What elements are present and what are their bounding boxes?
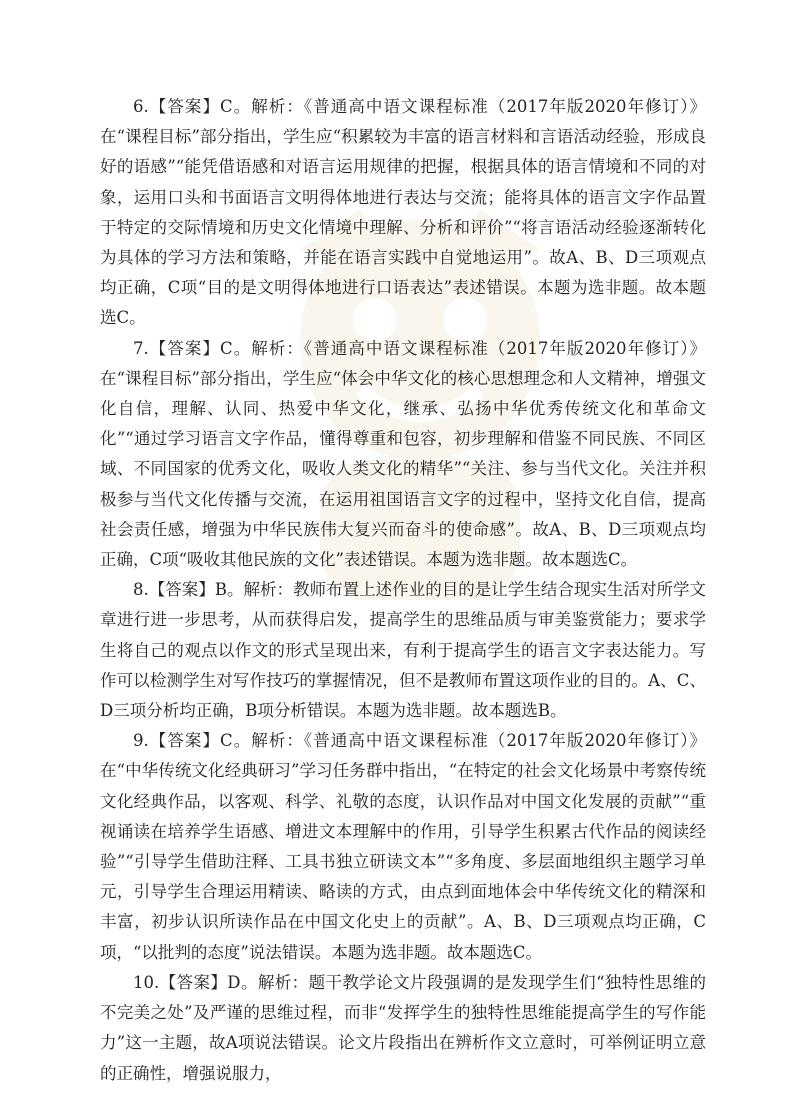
question-number: 7. — [133, 338, 149, 358]
analysis-text: 解析：《普通高中语文课程标准（2017年版2020年修订）》在“课程目标”部分指出，学生应“体会中华文化的核心思想理念和人文精神，增强文化自信，理解、认同、热爱中华文化，继承、弘扬中华优秀传统文化和革命文化”“通过学习语言文字作品，懂得尊重和包容，初步理解和借鉴不同民族、不同区域、不同国家的优秀文化，吸收人类文化的精华”“关注、参与当代文化。关注并积极参与当代文化传播与交流，在运用祖国语言文字的过程中，坚持文化自信，提高社会责任感，增强为中华民族伟大复兴而奋斗的使命感”。故A、B、D三项观点均正确，C项“吸收其他民族的文化”表述错误。本题为选非题。故本题选C。 — [100, 338, 707, 570]
answer-analysis-content — [100, 92, 706, 1089]
answer-paragraph-6 — [100, 92, 706, 334]
analysis-text: 解析：《普通高中语文课程标准（2017年版2020年修订）》在“中华传统文化经典研习”学习任务群中指出，“在特定的社会文化场景中考察传统文化经典作品，以客观、科学、礼敬的态度，认识作品对中国文化发展的贡献”“重视诵读在培养学生语感、增进文本理解中的作用，引导学生积累古代作品的阅读经验”“引导学生借助注释、工具书独立研读文本”“多角度、多层面地组织主题学习单元，引导学生合理运用精读、略读的方式，由点到面地体会中华传统文化的精深和丰富，初步认识所读作品在中国文化史上的贡献”。A、B、D三项观点均正确，C项，“以批判的态度”说法错误。本题为选非题。故本题选C。 — [100, 731, 707, 962]
answer-paragraph-10 — [100, 968, 706, 1089]
answer-label: 【答案】C。 — [148, 97, 252, 116]
answer-paragraph-8 — [100, 575, 706, 726]
analysis-text: 解析：《普通高中语文课程标准（2017年版2020年修订）》在“课程目标”部分指出，学生应“积累较为丰富的语言材料和言语活动经验，形成良好的语感”“能凭借语感和对语言运用规律的把握，根据具体的语言情境和不同的对象，运用口头和书面语言文明得体地进行表达与交流；能将具体的语言文字作品置于特定的交际情境和历史文化情境中理解、分析和评价”“将言语活动经验逐渐转化为具体的学习方法和策略，并能在语言实践中自觉地运用”。故A、B、D三项观点均正确，C项“目的是文明得体地进行口语表达”表述错误。本题为选非题。故本题选C。 — [100, 97, 707, 328]
analysis-text: 解析：教师布置上述作业的目的是让学生结合现实生活对所学文章进行进一步思考，从而获得启发，提高学生的思维品质与审美鉴赏能力；要求学生将自己的观点以作文的形式呈现出来，有利于提高学生的语言文字表达能力。写作可以检测学生对写作技巧的掌握情况，但不是教师布置这项作业的目的。A、C、D三项分析均正确，B项分析错误。本题为选非题。故本题选B。 — [100, 580, 706, 721]
question-number: 6. — [133, 97, 149, 116]
answer-label: 【答案】C。 — [148, 338, 252, 358]
answer-label: 【答案】D。 — [159, 972, 258, 992]
answer-paragraph-9 — [100, 726, 706, 968]
answer-label: 【答案】C。 — [148, 731, 252, 751]
question-number: 10. — [133, 972, 160, 992]
answer-label: 【答案】B。 — [148, 580, 244, 600]
question-number: 8. — [133, 580, 149, 600]
answer-paragraph-7 — [100, 334, 706, 576]
analysis-text: 解析：题干教学论文片段强调的是发现学生们“独特性思维的不完美之处”及严谨的思维过程，而非“发挥学生的独特性思维能提高学生的写作能力”这一主题，故A项说法错误。论文片段指出在辨析作文立意时，可举例证明立意的正确性，增强说服力， — [100, 972, 706, 1083]
question-number: 9. — [133, 731, 149, 751]
